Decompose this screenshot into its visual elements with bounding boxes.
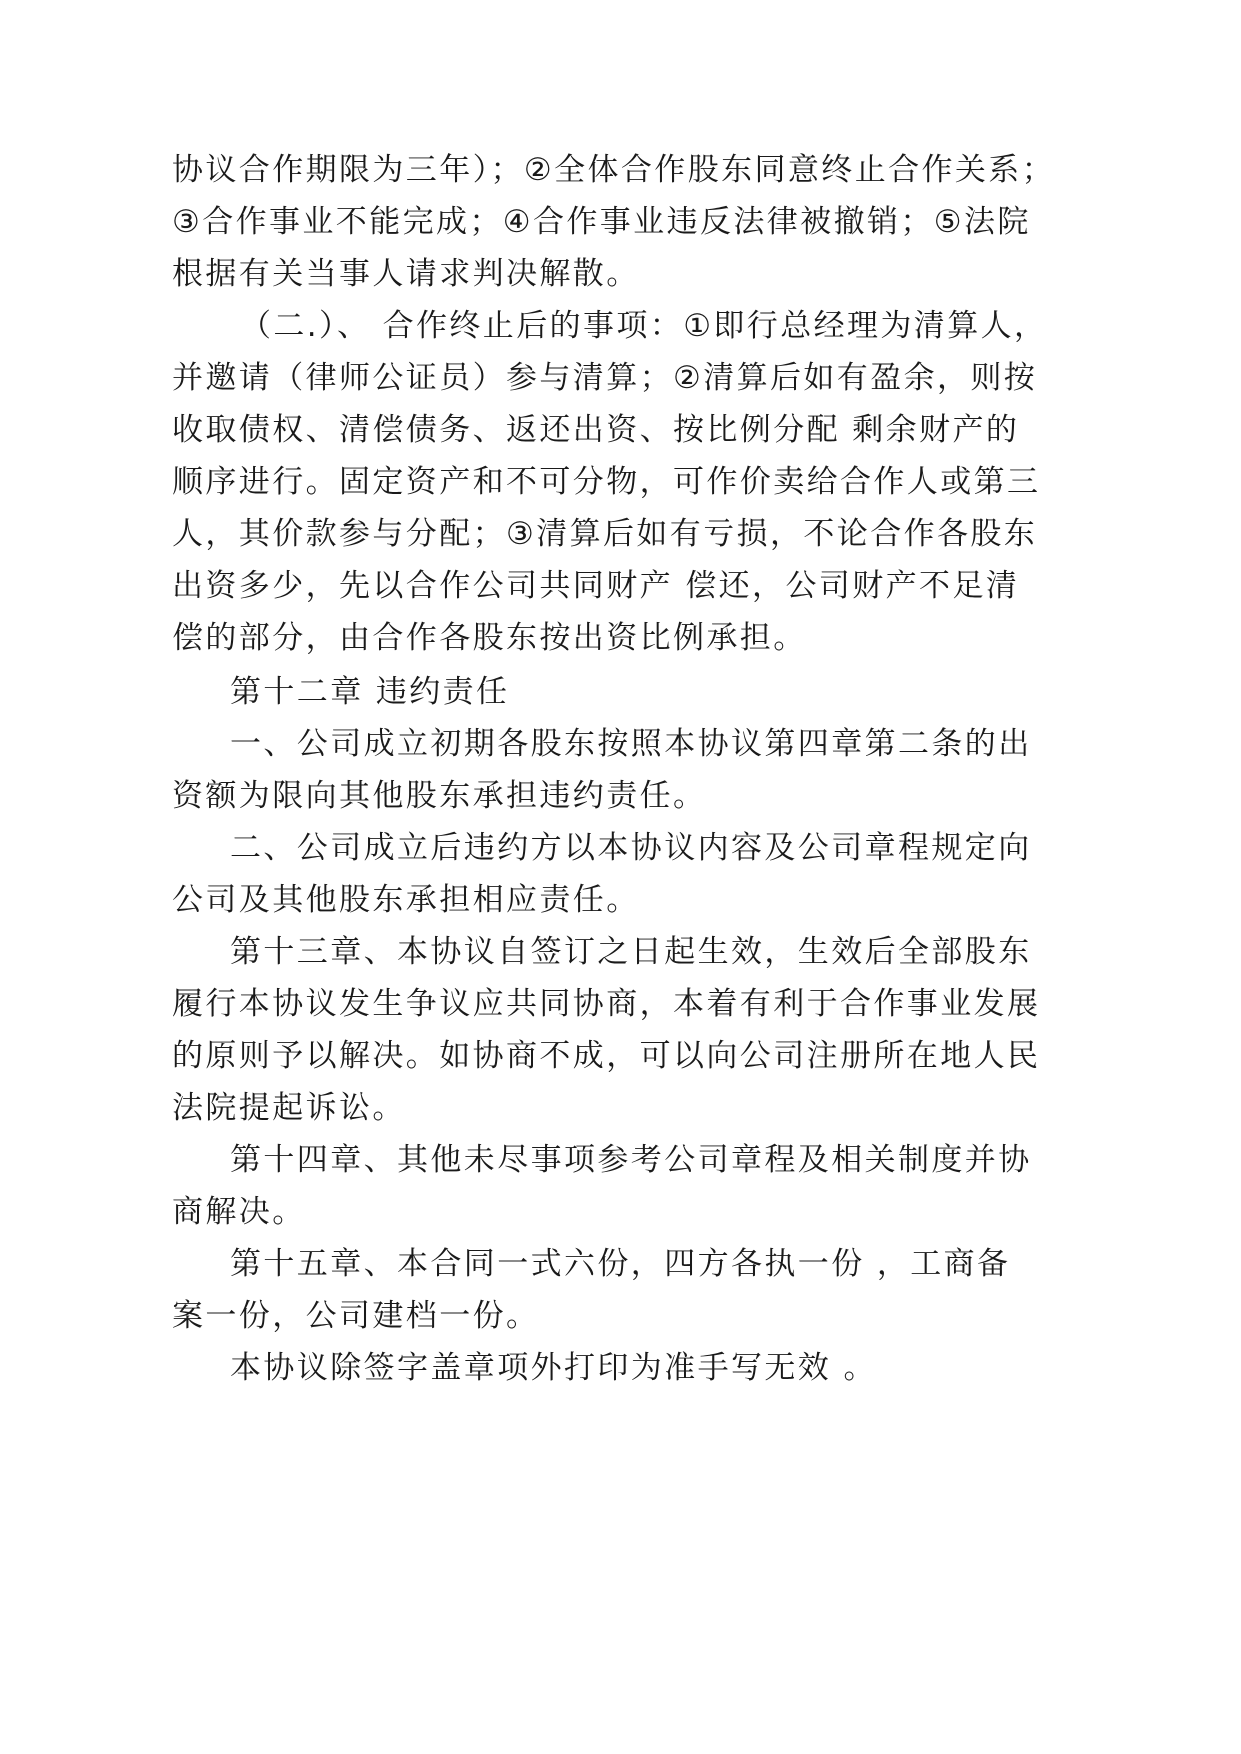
text-line: 顺序进行。固定资产和不可分物，可作价卖给合作人或第三	[172, 464, 1041, 500]
text-line: 出资多少，先以合作公司共同财产 偿还，公司财产不足清	[172, 568, 1020, 604]
text-line: 公司及其他股东承担相应责任。	[172, 882, 640, 918]
text-line: 案一份，公司建档一份。	[172, 1298, 540, 1334]
text-line: 第十三章、本协议自签订之日起生效，生效后全部股东	[230, 934, 1032, 970]
text-line: 本协议除签字盖章项外打印为准手写无效 。	[230, 1350, 877, 1386]
text-line: 履行本协议发生争议应共同协商，本着有利于合作事业发展	[172, 986, 1041, 1022]
text-line: 人，其价款参与分配；③清算后如有亏损，不论合作各股东	[172, 516, 1038, 552]
text-line: 一、公司成立初期各股东按照本协议第四章第二条的出	[230, 726, 1032, 762]
chapter-heading: 第十二章 违约责任	[230, 674, 510, 710]
text-line: 偿的部分，由合作各股东按出资比例承担。	[172, 620, 807, 656]
text-line: 协议合作期限为三年）；②全体合作股东同意终止合作关系；	[172, 152, 1056, 188]
text-line: 法院提起诉讼。	[172, 1090, 406, 1126]
text-line: 第十四章、其他未尽事项参考公司章程及相关制度并协	[230, 1142, 1032, 1178]
text-line: 根据有关当事人请求判决解散。	[172, 256, 640, 292]
text-line: 收取债权、清偿债务、返还出资、按比例分配 剩余财产的	[172, 412, 1020, 448]
text-line: 第十五章、本合同一式六份，四方各执一份 ，工商备	[230, 1246, 1011, 1282]
text-line: ③合作事业不能完成；④合作事业违反法律被撤销；⑤法院	[172, 204, 1031, 240]
text-line: 并邀请（律师公证员）参与清算；②清算后如有盈余，则按	[172, 360, 1038, 396]
text-line: （二.）、 合作终止后的事项：①即行总经理为清算人，	[240, 308, 1048, 344]
text-line: 商解决。	[172, 1194, 306, 1230]
text-line: 的原则予以解决。如协商不成，可以向公司注册所在地人民	[172, 1038, 1041, 1074]
text-line: 二、公司成立后违约方以本协议内容及公司章程规定向	[230, 830, 1032, 866]
text-line: 资额为限向其他股东承担违约责任。	[172, 778, 707, 814]
